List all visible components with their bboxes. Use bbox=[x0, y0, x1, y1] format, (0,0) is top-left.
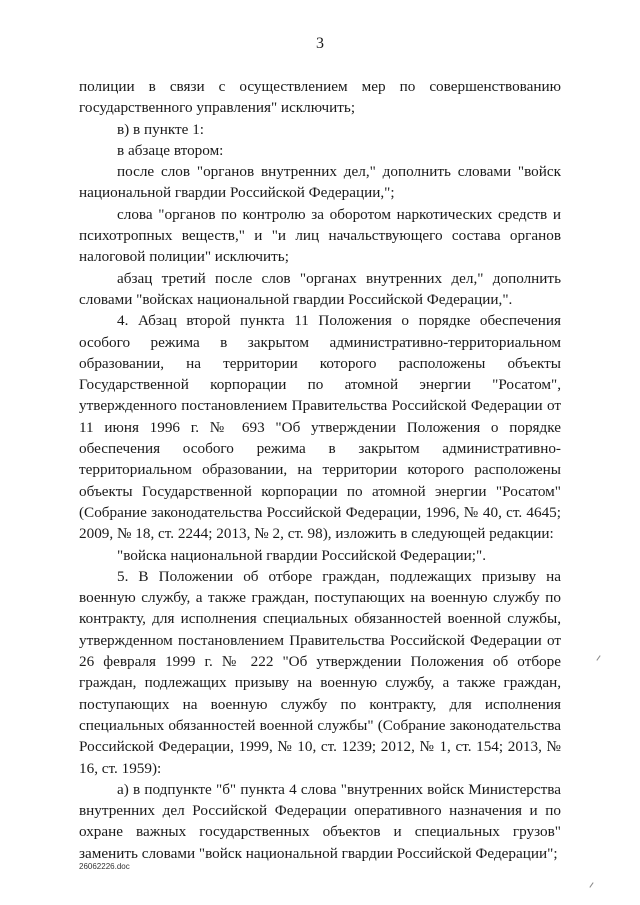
scan-mark bbox=[589, 882, 593, 887]
paragraph-item-5: 5. В Положении об отборе граждан, подлежащих призыву на военную службу, а также граждан, поступающих на военную службу по контракту, для исполнения специальных обязанностей военной службы, утвержденном постановлением Правительства Российской Федерации от 26 февраля 1999 г. № 222 "Об утверждении Положения об отборе граждан, подлежащих призыву на военную службу, а также граждан, поступающих на военную службу по контракту, для исполнения специальных обязанностей военной службы" (Собрание законодательства Российской Федерации, 1999, № 10, ст. 1239; 2012, № 1, ст. 154; 2013, № 16, ст. 1959): bbox=[79, 567, 561, 777]
paragraph-continuation: полиции в связи с осуществлением мер по совершенствованию государственного управления" исключить; bbox=[79, 78, 561, 117]
paragraph-subitem-a: а) в подпункте "б" пункта 4 слова "внутренних войск Министерства внутренних дел Российской Федерации оперативного назначения и по охране важных государственных объектов и специальных грузов" заменить словами "войск национальной гвардии Российской Федерации"; bbox=[79, 780, 561, 862]
paragraph-second-clause: в абзаце втором: bbox=[117, 141, 224, 159]
paragraph-exclude-words: слова "органов по контролю за оборотом наркотических средств и психотропных веществ," и "и лиц начальствующего состава органов налоговой полиции" исключить; bbox=[79, 205, 561, 266]
document-body bbox=[79, 76, 561, 864]
paragraph-add-words: после слов "органов внутренних дел," дополнить словами "войск национальной гвардии Российской Федерации,"; bbox=[79, 163, 561, 202]
page-number: 3 bbox=[316, 35, 324, 52]
paragraph-item-4: 4. Абзац второй пункта 11 Положения о порядке обеспечения особого режима в закрытом административно-территориальном образовании, на территории которого расположены объекты Государственной корпорации по атомной энергии "Росатом", утвержденного постановлением Правительства Российской Федерации от 11 июня 1996 г. № 693 "Об утверждении Положения о порядке обеспечения особого режима в закрытом административно-территориальном образовании, на территории которого расположены объекты Государственной корпорации по атомной энергии "Росатом" (Собрание законодательства Российской Федерации, 1996, № 40, ст. 4645; 2009, № 18, ст. 2244; 2013, № 2, ст. 98), изложить в следующей редакции: bbox=[79, 312, 561, 543]
paragraph-item-v: в) в пункте 1: bbox=[117, 120, 205, 138]
paragraph-third-clause: абзац третий после слов "органах внутренних дел," дополнить словами "войсках национальной гвардии Российской Федерации,". bbox=[79, 269, 561, 308]
footer-filename: 26062226.doc bbox=[79, 862, 130, 871]
scan-mark bbox=[596, 655, 600, 660]
paragraph-new-wording: "войска национальной гвардии Российской Федерации;". bbox=[117, 546, 486, 564]
